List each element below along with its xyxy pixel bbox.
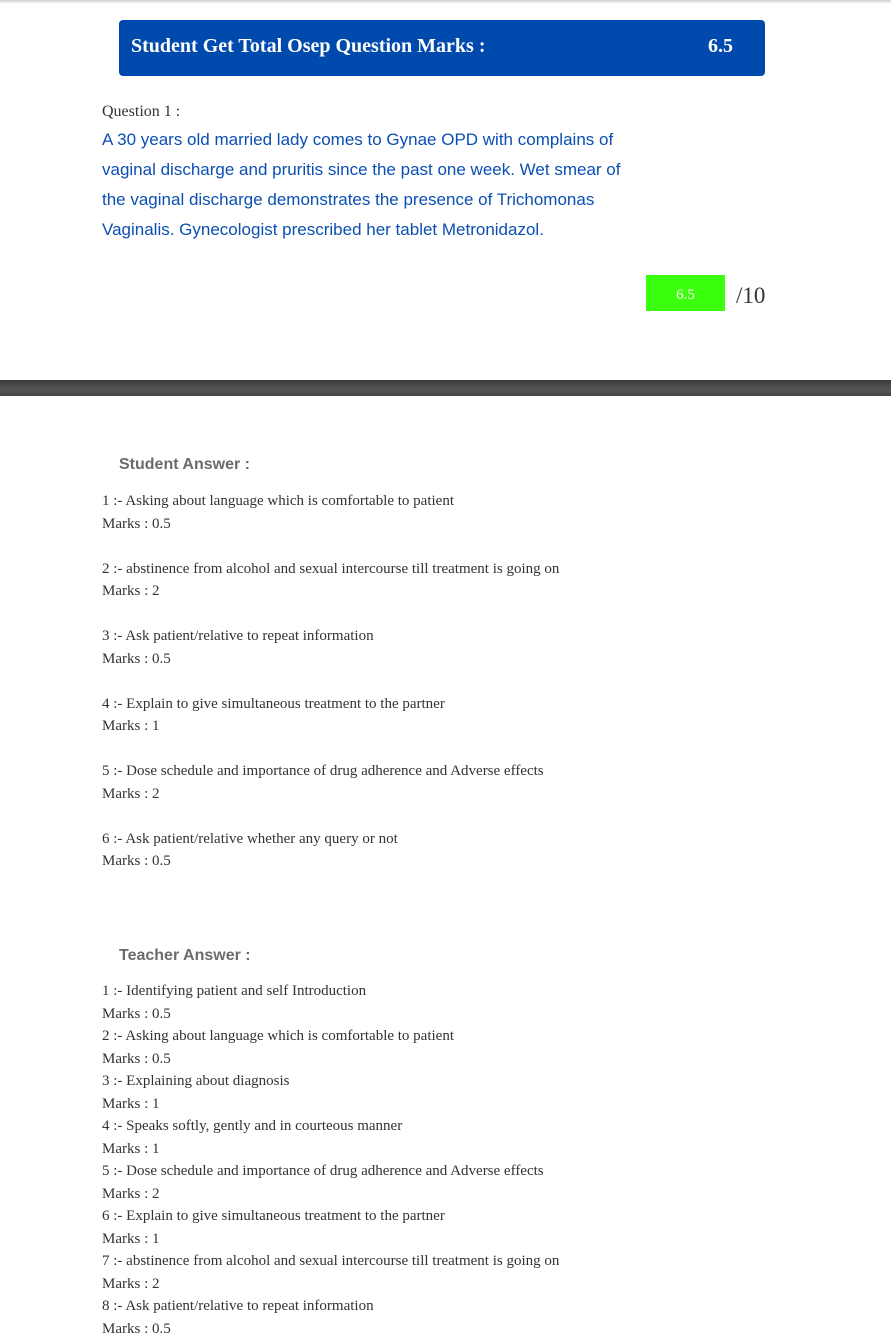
answer-text: 3 :- Explaining about diagnosis — [102, 1070, 559, 1093]
answer-marks: Marks : 2 — [102, 580, 559, 603]
student-answer-item — [102, 490, 559, 558]
answer-marks: Marks : 1 — [102, 1138, 559, 1161]
answer-text: 2 :- Asking about language which is comfortable to patient — [102, 1025, 559, 1048]
teacher-answer-heading: Teacher Answer : — [119, 947, 251, 965]
student-answer-item — [102, 558, 559, 626]
answer-marks: Marks : 0.5 — [102, 1318, 559, 1340]
banner-title: Student Get Total Osep Question Marks : — [131, 35, 485, 58]
answer-text: 4 :- Explain to give simultaneous treatment to the partner — [102, 693, 559, 716]
answer-text: 1 :- Asking about language which is comfortable to patient — [102, 490, 559, 513]
teacher-answer-item — [102, 1250, 559, 1295]
answer-marks: Marks : 1 — [102, 1093, 559, 1116]
student-answer-heading: Student Answer : — [119, 456, 250, 474]
answer-text: 5 :- Dose schedule and importance of drug adherence and Adverse effects — [102, 1160, 559, 1183]
answer-text: 6 :- Ask patient/relative whether any query or not — [102, 828, 559, 851]
answer-text: 5 :- Dose schedule and importance of drug adherence and Adverse effects — [102, 760, 559, 783]
answer-marks: Marks : 0.5 — [102, 1003, 559, 1026]
teacher-answer-item — [102, 1205, 559, 1250]
question-score-out-of: /10 — [736, 283, 765, 309]
teacher-answer-list — [102, 980, 559, 1340]
teacher-answer-item — [102, 1025, 559, 1070]
answer-text: 4 :- Speaks softly, gently and in courteous manner — [102, 1115, 559, 1138]
answer-marks: Marks : 2 — [102, 1273, 559, 1296]
total-marks-banner — [119, 20, 765, 76]
answer-text: 2 :- abstinence from alcohol and sexual intercourse till treatment is going on — [102, 558, 559, 581]
teacher-answer-item — [102, 1160, 559, 1205]
question-score-badge: 6.5 — [646, 275, 725, 311]
page-divider — [0, 380, 891, 396]
top-shadow — [0, 0, 891, 4]
student-answer-list — [102, 490, 559, 895]
question-label: Question 1 : — [102, 103, 180, 121]
answer-marks: Marks : 2 — [102, 783, 559, 806]
answer-marks: Marks : 0.5 — [102, 648, 559, 671]
answer-text: 1 :- Identifying patient and self Introduction — [102, 980, 559, 1003]
teacher-answer-item — [102, 1295, 559, 1340]
student-answer-item — [102, 625, 559, 693]
answer-marks: Marks : 1 — [102, 715, 559, 738]
student-answer-item — [102, 828, 559, 896]
teacher-answer-item — [102, 980, 559, 1025]
banner-total-marks: 6.5 — [708, 35, 733, 58]
question-text: A 30 years old married lady comes to Gynae OPD with complains of vaginal discharge and pruritis since the past one week. Wet smear of the vaginal discharge demonstrates the presence of Trichomonas Vaginalis. Gynecologist prescribed her tablet Metronidazol. — [102, 125, 642, 245]
answer-marks: Marks : 1 — [102, 1228, 559, 1251]
teacher-answer-item — [102, 1115, 559, 1160]
answer-text: 8 :- Ask patient/relative to repeat information — [102, 1295, 559, 1318]
answer-text: 7 :- abstinence from alcohol and sexual intercourse till treatment is going on — [102, 1250, 559, 1273]
answer-marks: Marks : 0.5 — [102, 850, 559, 873]
answer-text: 6 :- Explain to give simultaneous treatment to the partner — [102, 1205, 559, 1228]
answer-marks: Marks : 0.5 — [102, 513, 559, 536]
student-answer-item — [102, 693, 559, 761]
teacher-answer-item — [102, 1070, 559, 1115]
answer-marks: Marks : 2 — [102, 1183, 559, 1206]
answer-marks: Marks : 0.5 — [102, 1048, 559, 1071]
answer-text: 3 :- Ask patient/relative to repeat information — [102, 625, 559, 648]
student-answer-item — [102, 760, 559, 828]
